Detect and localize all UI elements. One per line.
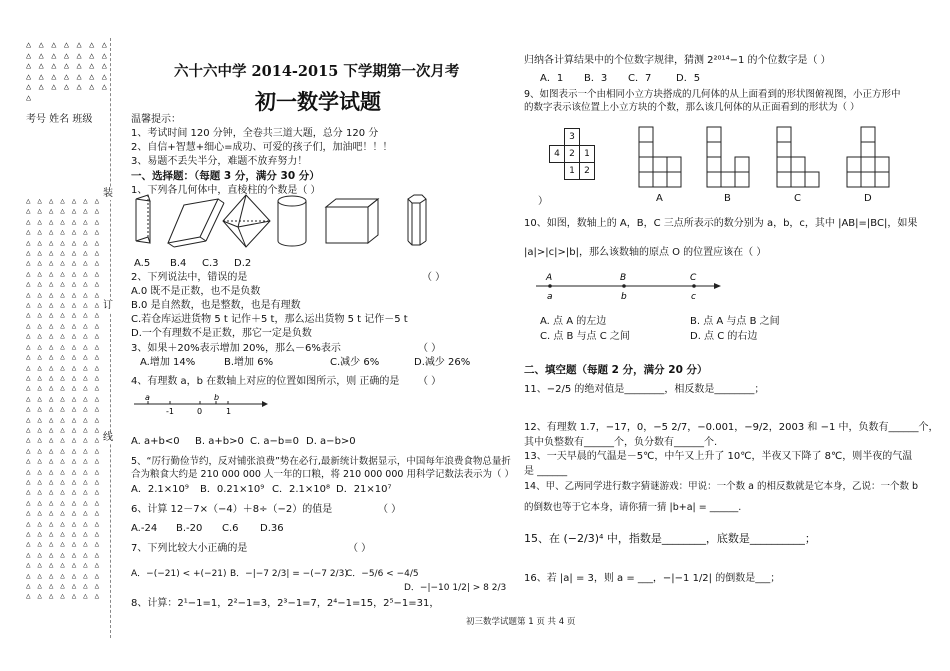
q5-option-a: A．2.1×10⁹ (131, 484, 189, 495)
q14-line2: 的倒数也等于它本身，请你猜一猜 |b+a| = ______. (524, 502, 742, 513)
q9-option-a-label: A (656, 193, 663, 204)
q1-option-b: B.4 (170, 258, 187, 269)
q4-number-line (130, 392, 270, 420)
q12-line1: 12、有理数 1.7，−17，0，−5 2/7，−0.001，−9/2，2003 和 −1 中，负数有______个， (524, 422, 939, 433)
q3-paren: （ ） (418, 343, 442, 354)
q11-text: 11、−2/5 的绝对值是________，相反数是________； (524, 384, 765, 395)
grid-cell: 1 (580, 146, 595, 163)
section2-heading: 二、填空题（每题 2 分，满分 20 分） (524, 364, 708, 376)
q13-line2: 是 ______ (524, 466, 568, 477)
q4-axis-minus1: -1 (166, 407, 174, 416)
q7-option-d: D．−|−10 1/2| > 8 2/3 (404, 583, 507, 593)
q10-axis-a: a (547, 292, 553, 302)
q9-option-b-figure (706, 126, 750, 190)
q5-option-c: C．2.1×10⁸ (272, 484, 330, 495)
q7-option-c: C．−5/6 < −4/5 (346, 569, 419, 579)
q9-option-c-figure (776, 126, 820, 190)
q4-paren: （ ） (418, 376, 442, 387)
q6-stem: 6、计算 12－7×（−4）＋8÷（−2）的值是 (131, 504, 333, 515)
q14-line1: 14、甲、乙两同学进行数字猜谜游戏：甲说：一个数 a 的相反数就是它本身，乙说：一个数 b (524, 481, 919, 492)
q7-option-b: B．−|−7 2/3| = −(−7 2/3) (230, 569, 348, 579)
grid-cell: 2 (565, 146, 580, 163)
q10-axis-A: A (546, 273, 553, 283)
q6-option-c: C.6 (222, 523, 239, 534)
q1-option-d: D.2 (234, 258, 252, 269)
page-footer: 初三数学试题第 1 页 共 4 页 (466, 617, 576, 627)
q7-option-a: A．−(−21) < +(−21) (131, 569, 227, 579)
q9-option-d-label: D (864, 193, 872, 204)
q2-option-a: A.0 既不是正数，也不是负数 (131, 286, 261, 297)
q5-line2: 合为粮食大约是 210 000 000 人一年的口粮，将 210 000 000 用科学记数法表示为（ ） (131, 469, 514, 480)
q2-option-d: D.一个有理数不是正数，那它一定是负数 (131, 328, 312, 339)
q10-axis-B: B (620, 273, 627, 283)
q13-line1: 13、一天早晨的气温是－5℃，中午又上升了 10℃，半夜又下降了 8℃，则半夜的气温 (524, 451, 913, 462)
q4-option-b: B. a+b>0 (195, 436, 244, 447)
q2-option-c: C.若仓库运进货物 5 t 记作＋5 t，那么运出货物 5 t 记作－5 t (131, 314, 408, 325)
q3-option-d: D.减少 26% (414, 357, 471, 368)
q7-paren: （ ） (348, 543, 372, 554)
q4-option-c: C. a−b=0 (250, 436, 299, 447)
sidebar-triangles-top: △ △ △ △ △ △ △ △ △ △ △ △ △ △ △ △ △ △ △ △ △ △ △ △ △ △ △ △ △ △ △ △ △ △ △ △ (26, 40, 109, 103)
q10-line2: |a|>|c|>|b|，那么该数轴的原点 O 的位置应该在（ ） (524, 247, 767, 258)
q2-stem: 2、下列说法中，错误的是 (131, 272, 248, 283)
q15-text: 15、在 (−2/3)⁴ 中，指数是________，底数是__________； (524, 532, 816, 545)
q9-option-a-figure (638, 126, 682, 190)
binding-char-1: 装 (103, 188, 113, 199)
q10-axis-b: b (621, 292, 627, 302)
grid-cell: 2 (580, 163, 595, 180)
tip-2: 2、自信+智慧+细心=成功、可爱的孩子们，加油吧！！！ (131, 142, 393, 153)
q6-option-b: B.-20 (176, 523, 203, 534)
q4-option-a: A. a+b<0 (131, 436, 180, 447)
q8-continuation: 归纳各计算结果中的个位数字规律，猜测 2²⁰¹⁴−1 的个位数字是（ ） (524, 55, 831, 66)
grid-cell: 3 (565, 129, 580, 146)
q1-option-a: A.5 (134, 258, 151, 269)
grid-cell: 1 (565, 163, 580, 180)
q9-top-view-grid (549, 128, 595, 180)
q3-option-b: B.增加 6% (224, 357, 274, 368)
section1-heading: 一、选择题：（每题 3 分，满分 30 分） (131, 170, 320, 182)
subject-title: 初一数学试题 (255, 89, 381, 114)
q6-paren: （ ） (378, 504, 402, 515)
q4-stem: 4、有理数 a，b 在数轴上对应的位置如图所示，则 正确的是 (131, 376, 400, 387)
q9-option-b-label: B (724, 193, 731, 204)
q10-option-a: A. 点 A 的左边 (540, 316, 607, 327)
q8-stem: 8、计算：2¹−1=1，2²−1=3，2³−1=7，2⁴−1=15，2⁵−1=31， (131, 598, 440, 609)
q9-paren: ） (538, 196, 548, 207)
q8-option-c: C．7 (628, 73, 652, 84)
q1-solids-figure (128, 193, 438, 253)
q12-line2: 其中负整数有______个，负分数有______个. (524, 437, 718, 448)
q9-option-d-figure (846, 126, 890, 190)
binding-dashed-line (110, 38, 111, 638)
tip-1: 1、考试时间 120 分钟，全卷共三道大题，总分 120 分 (131, 128, 379, 139)
q8-option-b: B．3 (584, 73, 608, 84)
q5-option-d: D．21×10⁷ (336, 484, 392, 495)
q7-stem: 7、下列比较大小正确的是 (131, 543, 248, 554)
q4-axis-b: b (214, 393, 220, 402)
tips-heading: 温馨提示： (131, 114, 181, 125)
sidebar-student-info-label: 考号 姓名 班级 (26, 114, 93, 125)
q10-option-b: B. 点 A 与点 B 之间 (690, 316, 780, 327)
q6-option-d: D.36 (260, 523, 284, 534)
q5-line1: 5、“厉行勤俭节约，反对铺张浪费”势在必行,最新统计数据显示，中国每年浪费食物总量折 (131, 456, 511, 467)
q2-paren: （ ） (422, 272, 446, 283)
q9-option-c-label: C (794, 193, 801, 204)
q4-axis-0: 0 (197, 407, 203, 416)
q9-line1: 9、如图表示一个由相同小立方块搭成的几何体的从上面看到的形状图俯视图，小正方形中 (524, 89, 901, 100)
q3-option-c: C.减少 6% (330, 357, 380, 368)
tip-3: 3、易题不丢失半分，难题不放弃努力！ (131, 156, 308, 167)
q4-axis-a: a (145, 393, 150, 402)
grid-cell: 4 (550, 146, 565, 163)
q10-axis-c: c (691, 292, 696, 302)
q3-stem: 3、如果＋20%表示增加 20%，那么－6%表示 (131, 343, 341, 354)
sidebar-triangles-bottom: △ △ △ △ △ △ △ △ △ △ △ △ △ △ △ △ △ △ △ △ △ △ △ △ △ △ △ △ △ △ △ △ △ △ △ △ △ △ △ △ △ △ △ △ △ △ △ △ △ △ △ △ △ △ △ △ △ △ △ △ △ △ △ △ △ △ △ △ △ △ △ △ △ △ △ △ △ △ △ △ △ △ △ △ △ △ △ △ △ △ △ △ △ △ △ △ △ △ △ △ △ △ △ △ △ △ △ △ △ △ △ △ △ △ △ △ △ △ △ △ △ △ △ △ △ △ △ △ △ △ △ △ △ △ △ △ △ △ △ △ △ △ △ △ △ △ △ △ △ △ △ △ △ △ △ △ △ △ △ △ △ △ △ △ △ △ △ △ △ △ △ △ △ △ △ △ △ △ △ △ △ △ △ △ △ △ △ △ △ △ △ △ △ △ △ △ △ △ △ △ △ △ △ △ △ △ △ △ △ △ △ △ △ △ △ △ △ △ △ △ △ △ △ △ △ △ △ △ △ △ △ △ △ △ △ △ △ △ △ △ △ △ △ △ △ △ △ △ △ △ △ △ △ △ △ △ △ △ △ △ △ △ △ △ △ △ △ △ △ △ △ △ △ (26, 196, 101, 601)
q10-axis-C: C (690, 273, 697, 283)
q4-axis-1: 1 (226, 407, 232, 416)
q8-option-d: D．5 (676, 73, 701, 84)
q5-option-b: B．0.21×10⁹ (200, 484, 265, 495)
school-title: 六十六中学 2014-2015 下学期第一次月考 (174, 63, 460, 80)
q1-stem: 1、下列各几何体中，直棱柱的个数是（ ） (131, 185, 321, 196)
q1-option-c: C.3 (202, 258, 219, 269)
q9-line2: 的数字表示该位置上小立方块的个数，那么该几何体的从正面看到的形状为（ ） (524, 102, 860, 113)
q16-text: 16、若 |a| = 3，则 a = ___，−|−1 1/2| 的倒数是___； (524, 573, 781, 584)
q8-option-a: A．1 (540, 73, 564, 84)
q10-line1: 10、如图，数轴上的 A，B，C 三点所表示的数分别为 a，b，c，其中 |AB|=|BC|，如果 (524, 218, 918, 229)
q10-option-d: D. 点 C 的右边 (690, 331, 758, 342)
q4-option-d: D. a−b>0 (306, 436, 356, 447)
q10-number-line (534, 270, 724, 304)
q3-option-a: A.增加 14% (140, 357, 196, 368)
q10-option-c: C. 点 B 与点 C 之间 (540, 331, 630, 342)
q6-option-a: A.-24 (131, 523, 158, 534)
binding-char-3: 线 (103, 432, 113, 443)
binding-char-2: 订 (103, 300, 113, 311)
q2-option-b: B.0 是自然数，也是整数，也是有理数 (131, 300, 301, 311)
